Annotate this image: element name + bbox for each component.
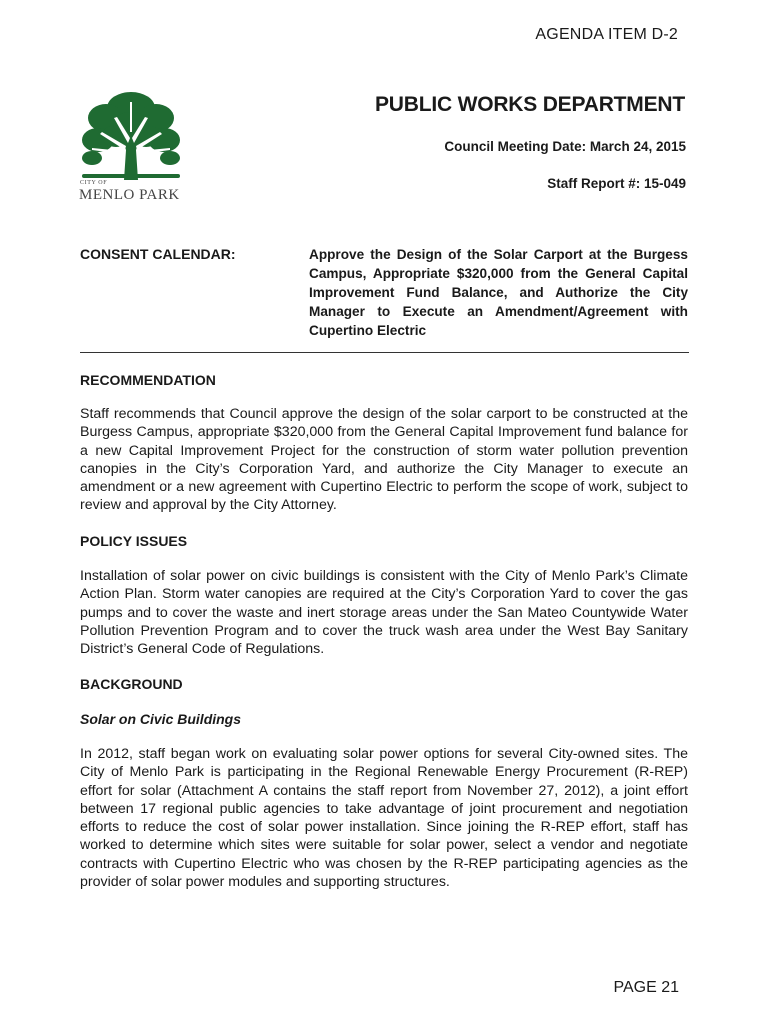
recommendation-text: Staff recommends that Council approve the design of the solar carport to be constructed at the Burgess Campus, appropriate $320,000 from the General Capital Improvement fund balance for a new Capital Improvement Project for the construction of storm water pollution prevention canopies in the City’s Corporation Yard, and authorize the City Manager to execute an amendment or a new agreement with Cupertino Electric to perform the scope of work, subject to review and approval by the City Attorney. [80, 406, 688, 514]
page-number: PAGE 21 [613, 979, 679, 996]
background-text: In 2012, staff began work on evaluating solar power options for several City-owned sites. The City of Menlo Park is participating in the Regional Renewable Energy Procurement (R-REP) effort for solar (Attachment A contains the staff report from November 27, 2012), a joint effort between 17 regional public agencies to take advantage of joint procurement and negotiation efforts to reduce the cost of solar power installation. Since joining the R-REP effort, staff has worked to determine which sites were suitable for solar power, select a vendor and negotiate contracts with Cupertino Electric who was chosen by the R-REP participating agencies as the provider of solar power modules and supporting structures. [80, 746, 688, 891]
recommendation-heading: RECOMMENDATION [80, 372, 216, 388]
meeting-date: Council Meeting Date: March 24, 2015 [444, 139, 686, 154]
consent-calendar-text: Approve the Design of the Solar Carport at the Burgess Campus, Appropriate $320,000 from the General Capital Improvement Fund Balance, and Authorize the City Manager to Execute an Amendment/Agreement with Cupertino Electric [309, 247, 688, 338]
logo-city-of: CITY OF [80, 180, 108, 186]
background-heading: BACKGROUND [80, 676, 183, 692]
city-logo [78, 88, 184, 208]
consent-calendar-label: CONSENT CALENDAR: [80, 246, 236, 262]
oak-tree-icon [78, 88, 184, 180]
solar-civic-buildings-subheading: Solar on Civic Buildings [80, 711, 242, 727]
department-title: PUBLIC WORKS DEPARTMENT [374, 93, 685, 116]
policy-issues-text: Installation of solar power on civic buildings is consistent with the City of Menlo Park’s Climate Action Plan. Storm water canopies are required at the City’s Corporation Yard to cover the gas pumps and to cover the waste and inert storage areas under the San Mateo Countywide Water Pollution Prevention Program and to cover the truck wash area under the West Bay Sanitary District’s General Code of Regulations. [80, 568, 688, 658]
staff-report-number: Staff Report #: 15-049 [547, 176, 686, 191]
agenda-item-label: AGENDA ITEM D-2 [535, 26, 678, 43]
logo-city-name: MENLO PARK [79, 187, 180, 203]
policy-issues-heading: POLICY ISSUES [80, 533, 188, 549]
section-divider [80, 352, 689, 353]
